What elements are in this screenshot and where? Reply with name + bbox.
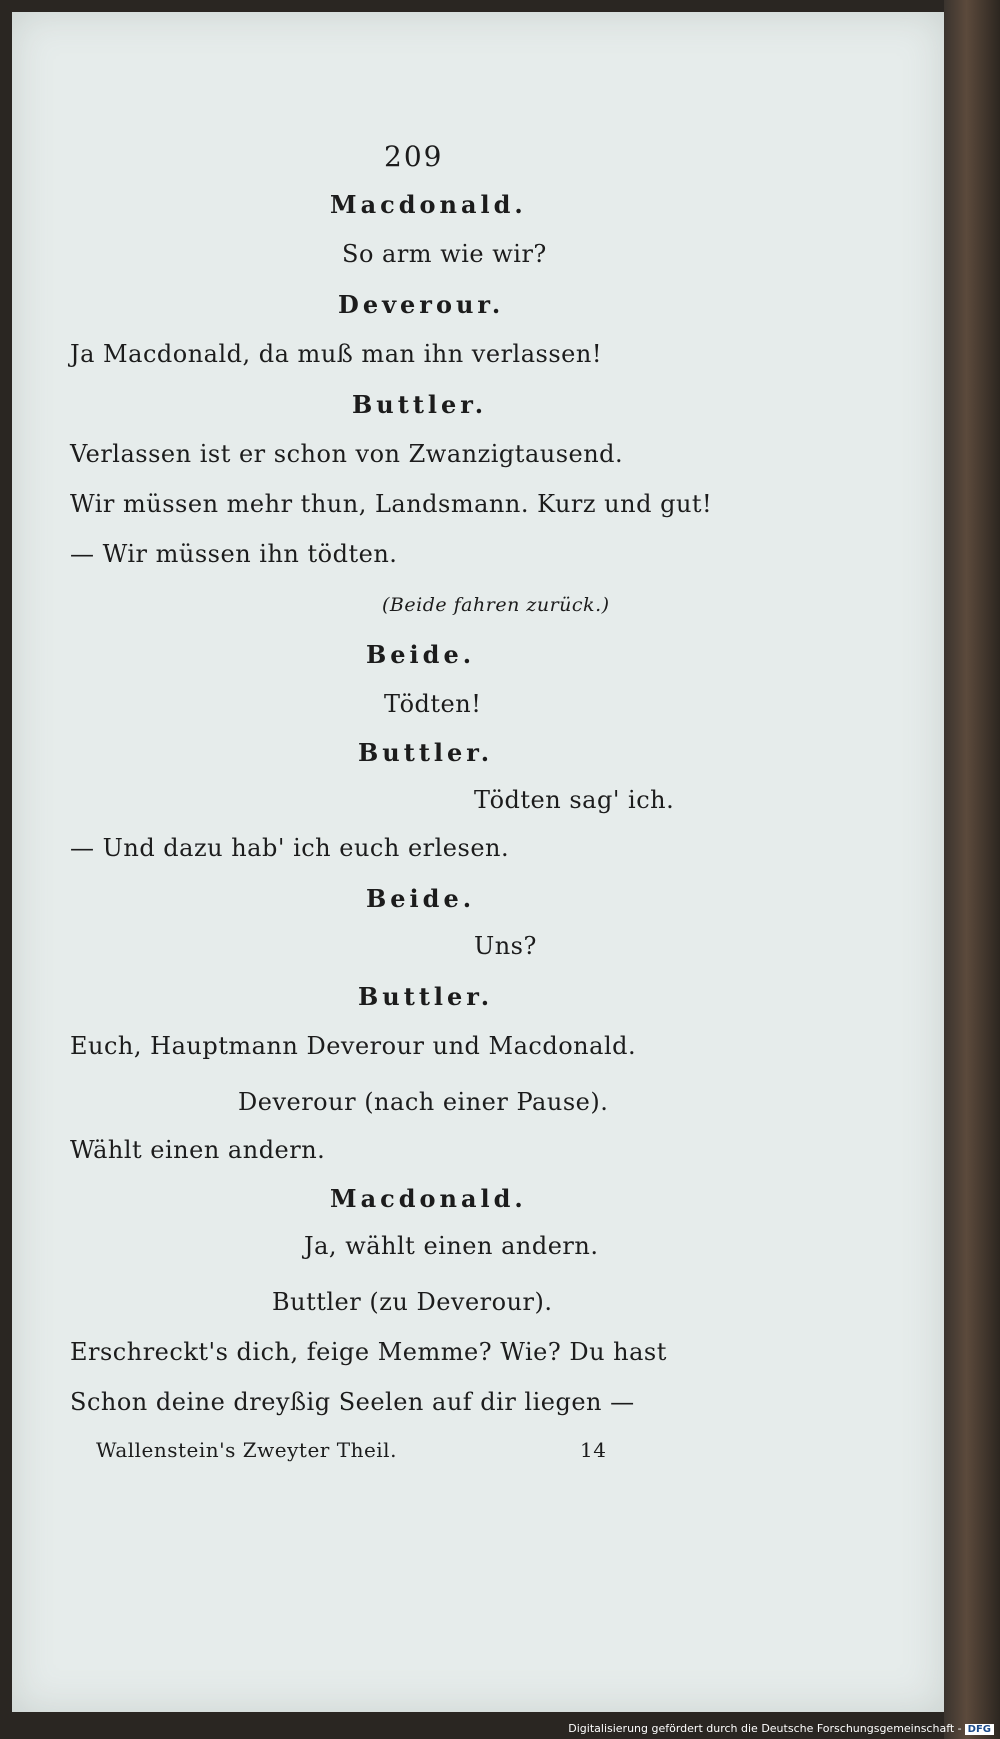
running-footer-title: Wallenstein's Zweyter Theil. bbox=[96, 1438, 397, 1462]
dfg-logo: DFG bbox=[965, 1724, 994, 1735]
speaker-label: Beide. bbox=[366, 640, 476, 669]
signature-mark: 14 bbox=[580, 1438, 607, 1462]
verse-line: Wir müssen mehr thun, Landsmann. Kurz und gut! bbox=[70, 490, 713, 518]
speaker-label: Beide. bbox=[366, 884, 476, 913]
speaker-with-stage-direction: Deverour (nach einer Pause). bbox=[238, 1088, 609, 1116]
verse-line: Tödten! bbox=[384, 690, 482, 718]
verse-line: Verlassen ist er schon von Zwanzigtausend. bbox=[70, 440, 624, 468]
verse-line: Schon deine dreyßig Seelen auf dir liegen — bbox=[70, 1388, 635, 1416]
verse-line: Wählt einen andern. bbox=[70, 1136, 326, 1164]
verse-line: Tödten sag' ich. bbox=[474, 786, 675, 814]
speaker-label: Macdonald. bbox=[330, 190, 527, 219]
verse-line: — Wir müssen ihn tödten. bbox=[70, 540, 398, 568]
page-number: 209 bbox=[384, 140, 444, 173]
verse-line: Euch, Hauptmann Deverour und Macdonald. bbox=[70, 1032, 637, 1060]
verse-line: Ja Macdonald, da muß man ihn verlassen! bbox=[70, 340, 602, 368]
credit-text: Digitalisierung gefördert durch die Deutsche Forschungsgemeinschaft - bbox=[568, 1722, 962, 1735]
speaker-label: Deverour. bbox=[338, 290, 505, 319]
speaker-label: Buttler. bbox=[358, 982, 494, 1011]
verse-line: Uns? bbox=[474, 932, 537, 960]
speaker-label: Macdonald. bbox=[330, 1184, 527, 1213]
speaker-label: Buttler. bbox=[352, 390, 488, 419]
book-spine-edge bbox=[944, 0, 1000, 1739]
speaker-with-stage-direction: Buttler (zu Deverour). bbox=[272, 1288, 553, 1316]
book-page bbox=[12, 12, 944, 1712]
verse-line: Ja, wählt einen andern. bbox=[304, 1232, 599, 1260]
verse-line: — Und dazu hab' ich euch erlesen. bbox=[70, 834, 510, 862]
verse-line: So arm wie wir? bbox=[342, 240, 547, 268]
verse-line: Erschreckt's dich, feige Memme? Wie? Du hast bbox=[70, 1338, 667, 1366]
speaker-label: Buttler. bbox=[358, 738, 494, 767]
stage-direction: (Beide fahren zurück.) bbox=[382, 594, 610, 616]
digitization-credit bbox=[568, 1722, 994, 1735]
